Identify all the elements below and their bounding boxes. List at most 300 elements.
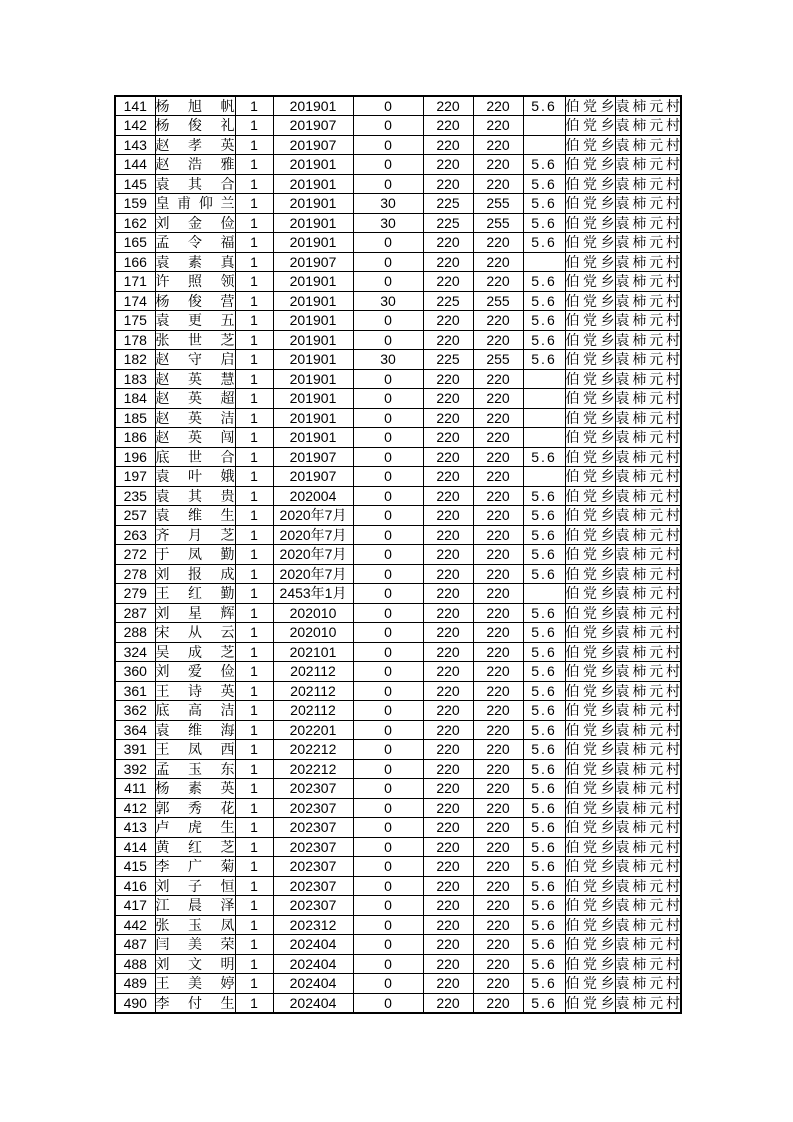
cell-village: 袁柿元村 [615, 98, 680, 114]
cell-amount-total: 220 [473, 525, 523, 545]
cell-count: 1 [235, 896, 273, 916]
cell-name: 袁维生 [155, 507, 235, 524]
cell-village: 袁柿元村 [615, 741, 680, 758]
cell-adjustment: 0 [353, 662, 423, 682]
cell-village: 袁柿元村 [615, 214, 680, 231]
cell-village: 袁柿元村 [615, 234, 680, 251]
cell-township: 伯党乡 [565, 877, 615, 894]
cell-period: 202201 [273, 720, 353, 740]
cell-period: 201907 [273, 447, 353, 467]
cell-period: 202010 [273, 603, 353, 623]
cell-adjustment: 0 [353, 155, 423, 175]
cell-amount-base: 220 [423, 135, 473, 155]
cell-count: 1 [235, 662, 273, 682]
cell-count: 1 [235, 252, 273, 272]
cell-count: 1 [235, 915, 273, 935]
table-row [115, 603, 681, 623]
cell-rate: 5.6 [523, 857, 565, 877]
cell-adjustment: 0 [353, 857, 423, 877]
table-row [115, 369, 681, 389]
cell-amount-total: 220 [473, 662, 523, 682]
cell-rate: 5.6 [523, 291, 565, 311]
table-row [115, 857, 681, 877]
cell-row-id: 490 [115, 993, 155, 1013]
cell-count: 1 [235, 408, 273, 428]
cell-count: 1 [235, 701, 273, 721]
cell-row-id: 415 [115, 857, 155, 877]
cell-rate: 5.6 [523, 954, 565, 974]
cell-amount-total: 220 [473, 720, 523, 740]
cell-adjustment: 0 [353, 408, 423, 428]
cell-name: 杨素英 [155, 780, 235, 797]
cell-name: 袁维海 [155, 721, 235, 738]
cell-adjustment: 0 [353, 818, 423, 838]
cell-township: 伯党乡 [565, 448, 615, 465]
cell-amount-base: 220 [423, 330, 473, 350]
cell-period: 201907 [273, 135, 353, 155]
table-row [115, 798, 681, 818]
cell-row-id: 416 [115, 876, 155, 896]
cell-amount-total: 220 [473, 389, 523, 409]
cell-amount-base: 220 [423, 623, 473, 643]
cell-township: 伯党乡 [565, 136, 615, 153]
table-row [115, 233, 681, 253]
cell-village: 袁柿元村 [615, 195, 680, 212]
cell-adjustment: 0 [353, 525, 423, 545]
cell-village: 袁柿元村 [615, 760, 680, 777]
cell-township: 伯党乡 [565, 936, 615, 953]
cell-row-id: 257 [115, 506, 155, 526]
cell-adjustment: 0 [353, 623, 423, 643]
cell-amount-total: 220 [473, 935, 523, 955]
cell-township: 伯党乡 [565, 253, 615, 270]
cell-village: 袁柿元村 [615, 429, 680, 446]
cell-amount-total: 220 [473, 174, 523, 194]
cell-period: 201901 [273, 291, 353, 311]
cell-period: 201901 [273, 389, 353, 409]
cell-name: 袁素真 [155, 253, 235, 270]
table-row [115, 545, 681, 565]
table-row [115, 837, 681, 857]
cell-adjustment: 0 [353, 272, 423, 292]
cell-count: 1 [235, 233, 273, 253]
cell-period: 2020年7月 [273, 545, 353, 565]
cell-name: 王红勤 [155, 585, 235, 602]
cell-amount-total: 255 [473, 213, 523, 233]
cell-adjustment: 0 [353, 876, 423, 896]
cell-amount-base: 220 [423, 506, 473, 526]
cell-rate: 5.6 [523, 447, 565, 467]
cell-period: 201901 [273, 96, 353, 116]
cell-amount-total: 220 [473, 623, 523, 643]
cell-township: 伯党乡 [565, 117, 615, 134]
cell-rate: 5.6 [523, 681, 565, 701]
cell-amount-total: 220 [473, 857, 523, 877]
cell-name: 袁其合 [155, 175, 235, 192]
cell-row-id: 414 [115, 837, 155, 857]
cell-amount-total: 220 [473, 915, 523, 935]
cell-count: 1 [235, 291, 273, 311]
cell-township: 伯党乡 [565, 234, 615, 251]
cell-village: 袁柿元村 [615, 897, 680, 914]
cell-name: 王美婷 [155, 975, 235, 992]
cell-name: 黄红芝 [155, 838, 235, 855]
table-row [115, 174, 681, 194]
cell-amount-total: 220 [473, 642, 523, 662]
cell-name: 吴成芝 [155, 643, 235, 660]
cell-period: 202010 [273, 623, 353, 643]
cell-amount-base: 220 [423, 993, 473, 1013]
cell-row-id: 144 [115, 155, 155, 175]
cell-name: 赵浩雅 [155, 156, 235, 173]
cell-adjustment: 0 [353, 798, 423, 818]
cell-village: 袁柿元村 [615, 799, 680, 816]
cell-amount-total: 220 [473, 233, 523, 253]
cell-amount-total: 220 [473, 428, 523, 448]
cell-amount-total: 220 [473, 155, 523, 175]
cell-amount-total: 220 [473, 467, 523, 487]
cell-period: 2020年7月 [273, 506, 353, 526]
cell-period: 202212 [273, 740, 353, 760]
cell-amount-total: 220 [473, 584, 523, 604]
cell-rate: 5.6 [523, 740, 565, 760]
cell-adjustment: 0 [353, 545, 423, 565]
cell-count: 1 [235, 428, 273, 448]
cell-rate: 5.6 [523, 818, 565, 838]
cell-period: 202307 [273, 876, 353, 896]
table-row [115, 701, 681, 721]
cell-period: 201901 [273, 311, 353, 331]
cell-rate: 5.6 [523, 564, 565, 584]
cell-name: 李广菊 [155, 858, 235, 875]
cell-adjustment: 0 [353, 506, 423, 526]
cell-village: 袁柿元村 [615, 390, 680, 407]
cell-period: 202212 [273, 759, 353, 779]
cell-village: 袁柿元村 [615, 936, 680, 953]
cell-amount-base: 220 [423, 603, 473, 623]
cell-township: 伯党乡 [565, 780, 615, 797]
cell-village: 袁柿元村 [615, 663, 680, 680]
table-row [115, 623, 681, 643]
cell-township: 伯党乡 [565, 468, 615, 485]
cell-township: 伯党乡 [565, 390, 615, 407]
cell-period: 201907 [273, 252, 353, 272]
cell-name: 袁叶娥 [155, 468, 235, 485]
cell-rate: 5.6 [523, 330, 565, 350]
cell-amount-base: 220 [423, 486, 473, 506]
cell-rate: 5.6 [523, 876, 565, 896]
cell-rate: 5.6 [523, 506, 565, 526]
cell-amount-total: 255 [473, 194, 523, 214]
cell-amount-total: 220 [473, 993, 523, 1013]
cell-amount-base: 220 [423, 935, 473, 955]
cell-township: 伯党乡 [565, 760, 615, 777]
table-row [115, 564, 681, 584]
cell-count: 1 [235, 96, 273, 116]
cell-adjustment: 0 [353, 447, 423, 467]
cell-village: 袁柿元村 [615, 916, 680, 933]
cell-row-id: 324 [115, 642, 155, 662]
cell-period: 202112 [273, 681, 353, 701]
cell-period: 202004 [273, 486, 353, 506]
cell-row-id: 183 [115, 369, 155, 389]
cell-township: 伯党乡 [565, 195, 615, 212]
cell-adjustment: 0 [353, 584, 423, 604]
table-row [115, 974, 681, 994]
cell-adjustment: 0 [353, 96, 423, 116]
cell-period: 201907 [273, 467, 353, 487]
cell-village: 袁柿元村 [615, 604, 680, 621]
cell-count: 1 [235, 935, 273, 955]
cell-count: 1 [235, 135, 273, 155]
cell-amount-base: 220 [423, 525, 473, 545]
cell-amount-total: 220 [473, 506, 523, 526]
cell-village: 袁柿元村 [615, 292, 680, 309]
cell-township: 伯党乡 [565, 429, 615, 446]
cell-rate [523, 252, 565, 272]
cell-village: 袁柿元村 [615, 409, 680, 426]
cell-adjustment: 0 [353, 389, 423, 409]
cell-count: 1 [235, 642, 273, 662]
cell-village: 袁柿元村 [615, 136, 680, 153]
cell-township: 伯党乡 [565, 585, 615, 602]
cell-rate: 5.6 [523, 623, 565, 643]
cell-count: 1 [235, 954, 273, 974]
cell-name: 卢虎生 [155, 819, 235, 836]
cell-count: 1 [235, 584, 273, 604]
cell-count: 1 [235, 311, 273, 331]
cell-rate: 5.6 [523, 525, 565, 545]
cell-name: 宋从云 [155, 624, 235, 641]
cell-name: 赵英超 [155, 390, 235, 407]
cell-amount-base: 220 [423, 233, 473, 253]
cell-count: 1 [235, 525, 273, 545]
cell-row-id: 175 [115, 311, 155, 331]
table-row [115, 116, 681, 136]
cell-period: 201901 [273, 174, 353, 194]
cell-rate [523, 584, 565, 604]
cell-amount-total: 220 [473, 116, 523, 136]
cell-amount-base: 220 [423, 701, 473, 721]
cell-rate: 5.6 [523, 720, 565, 740]
cell-period: 201901 [273, 213, 353, 233]
table-row [115, 350, 681, 370]
cell-adjustment: 30 [353, 213, 423, 233]
cell-count: 1 [235, 564, 273, 584]
cell-period: 202404 [273, 974, 353, 994]
cell-amount-base: 225 [423, 194, 473, 214]
cell-rate: 5.6 [523, 96, 565, 116]
cell-village: 袁柿元村 [615, 780, 680, 797]
cell-name: 刘文明 [155, 955, 235, 972]
cell-village: 袁柿元村 [615, 487, 680, 504]
cell-adjustment: 0 [353, 116, 423, 136]
table-body [115, 96, 681, 1013]
cell-amount-total: 220 [473, 759, 523, 779]
cell-township: 伯党乡 [565, 351, 615, 368]
cell-amount-total: 220 [473, 564, 523, 584]
cell-row-id: 362 [115, 701, 155, 721]
cell-village: 袁柿元村 [615, 370, 680, 387]
cell-village: 袁柿元村 [615, 468, 680, 485]
cell-amount-base: 220 [423, 681, 473, 701]
cell-rate [523, 467, 565, 487]
cell-adjustment: 0 [353, 915, 423, 935]
cell-village: 袁柿元村 [615, 546, 680, 563]
cell-period: 202101 [273, 642, 353, 662]
cell-adjustment: 0 [353, 720, 423, 740]
table-row [115, 525, 681, 545]
cell-adjustment: 0 [353, 740, 423, 760]
cell-row-id: 162 [115, 213, 155, 233]
cell-period: 202404 [273, 993, 353, 1013]
cell-amount-total: 220 [473, 486, 523, 506]
cell-row-id: 263 [115, 525, 155, 545]
cell-count: 1 [235, 194, 273, 214]
cell-name: 刘金俭 [155, 214, 235, 231]
cell-village: 袁柿元村 [615, 351, 680, 368]
cell-amount-base: 220 [423, 252, 473, 272]
table-row [115, 720, 681, 740]
cell-village: 袁柿元村 [615, 273, 680, 290]
cell-name: 杨俊营 [155, 292, 235, 309]
table-row [115, 447, 681, 467]
cell-period: 202312 [273, 915, 353, 935]
cell-amount-base: 225 [423, 350, 473, 370]
cell-row-id: 197 [115, 467, 155, 487]
table-row [115, 467, 681, 487]
cell-name: 江晨泽 [155, 897, 235, 914]
cell-township: 伯党乡 [565, 604, 615, 621]
cell-count: 1 [235, 720, 273, 740]
table-row [115, 642, 681, 662]
cell-name: 刘报成 [155, 565, 235, 582]
cell-amount-base: 220 [423, 447, 473, 467]
table-row [115, 135, 681, 155]
cell-name: 杨俊礼 [155, 117, 235, 134]
cell-amount-base: 220 [423, 155, 473, 175]
cell-rate: 5.6 [523, 935, 565, 955]
cell-adjustment: 0 [353, 233, 423, 253]
cell-rate: 5.6 [523, 701, 565, 721]
cell-name: 王诗英 [155, 682, 235, 699]
cell-count: 1 [235, 623, 273, 643]
cell-rate [523, 408, 565, 428]
cell-township: 伯党乡 [565, 643, 615, 660]
cell-township: 伯党乡 [565, 292, 615, 309]
cell-period: 201901 [273, 272, 353, 292]
cell-count: 1 [235, 330, 273, 350]
cell-rate [523, 389, 565, 409]
cell-rate: 5.6 [523, 213, 565, 233]
cell-count: 1 [235, 272, 273, 292]
cell-count: 1 [235, 681, 273, 701]
cell-row-id: 288 [115, 623, 155, 643]
cell-amount-base: 220 [423, 759, 473, 779]
cell-amount-base: 220 [423, 642, 473, 662]
cell-village: 袁柿元村 [615, 702, 680, 719]
cell-adjustment: 0 [353, 896, 423, 916]
cell-township: 伯党乡 [565, 819, 615, 836]
table-row [115, 740, 681, 760]
cell-period: 202404 [273, 954, 353, 974]
cell-village: 袁柿元村 [615, 838, 680, 855]
cell-row-id: 279 [115, 584, 155, 604]
cell-row-id: 174 [115, 291, 155, 311]
cell-period: 202307 [273, 896, 353, 916]
cell-rate: 5.6 [523, 603, 565, 623]
cell-adjustment: 0 [353, 954, 423, 974]
cell-name: 皇甫仰兰 [155, 195, 235, 212]
cell-amount-total: 220 [473, 954, 523, 974]
cell-amount-base: 225 [423, 291, 473, 311]
table-row [115, 194, 681, 214]
cell-village: 袁柿元村 [615, 507, 680, 524]
cell-amount-total: 220 [473, 408, 523, 428]
cell-name: 袁更五 [155, 312, 235, 329]
cell-adjustment: 0 [353, 330, 423, 350]
table-row [115, 311, 681, 331]
cell-row-id: 442 [115, 915, 155, 935]
cell-period: 201901 [273, 233, 353, 253]
cell-name: 刘子恒 [155, 877, 235, 894]
cell-count: 1 [235, 740, 273, 760]
cell-amount-base: 220 [423, 798, 473, 818]
cell-amount-total: 220 [473, 135, 523, 155]
cell-rate: 5.6 [523, 759, 565, 779]
cell-adjustment: 0 [353, 467, 423, 487]
cell-village: 袁柿元村 [615, 858, 680, 875]
cell-rate: 5.6 [523, 272, 565, 292]
cell-row-id: 182 [115, 350, 155, 370]
table-row [115, 96, 681, 116]
cell-row-id: 487 [115, 935, 155, 955]
cell-township: 伯党乡 [565, 214, 615, 231]
cell-count: 1 [235, 155, 273, 175]
table-row [115, 486, 681, 506]
cell-count: 1 [235, 798, 273, 818]
cell-township: 伯党乡 [565, 156, 615, 173]
cell-adjustment: 30 [353, 350, 423, 370]
cell-village: 袁柿元村 [615, 994, 680, 1011]
cell-count: 1 [235, 603, 273, 623]
cell-adjustment: 0 [353, 993, 423, 1013]
table-row [115, 954, 681, 974]
cell-village: 袁柿元村 [615, 975, 680, 992]
cell-township: 伯党乡 [565, 409, 615, 426]
cell-village: 袁柿元村 [615, 585, 680, 602]
cell-period: 202307 [273, 857, 353, 877]
cell-count: 1 [235, 818, 273, 838]
cell-name: 刘爱俭 [155, 663, 235, 680]
cell-amount-total: 220 [473, 974, 523, 994]
cell-amount-base: 220 [423, 740, 473, 760]
cell-adjustment: 0 [353, 369, 423, 389]
table-row [115, 935, 681, 955]
cell-amount-total: 220 [473, 330, 523, 350]
cell-amount-base: 220 [423, 564, 473, 584]
cell-adjustment: 0 [353, 701, 423, 721]
cell-count: 1 [235, 369, 273, 389]
cell-township: 伯党乡 [565, 507, 615, 524]
cell-row-id: 361 [115, 681, 155, 701]
cell-amount-base: 220 [423, 915, 473, 935]
cell-row-id: 184 [115, 389, 155, 409]
cell-count: 1 [235, 350, 273, 370]
cell-township: 伯党乡 [565, 975, 615, 992]
cell-name: 许照领 [155, 273, 235, 290]
cell-row-id: 185 [115, 408, 155, 428]
